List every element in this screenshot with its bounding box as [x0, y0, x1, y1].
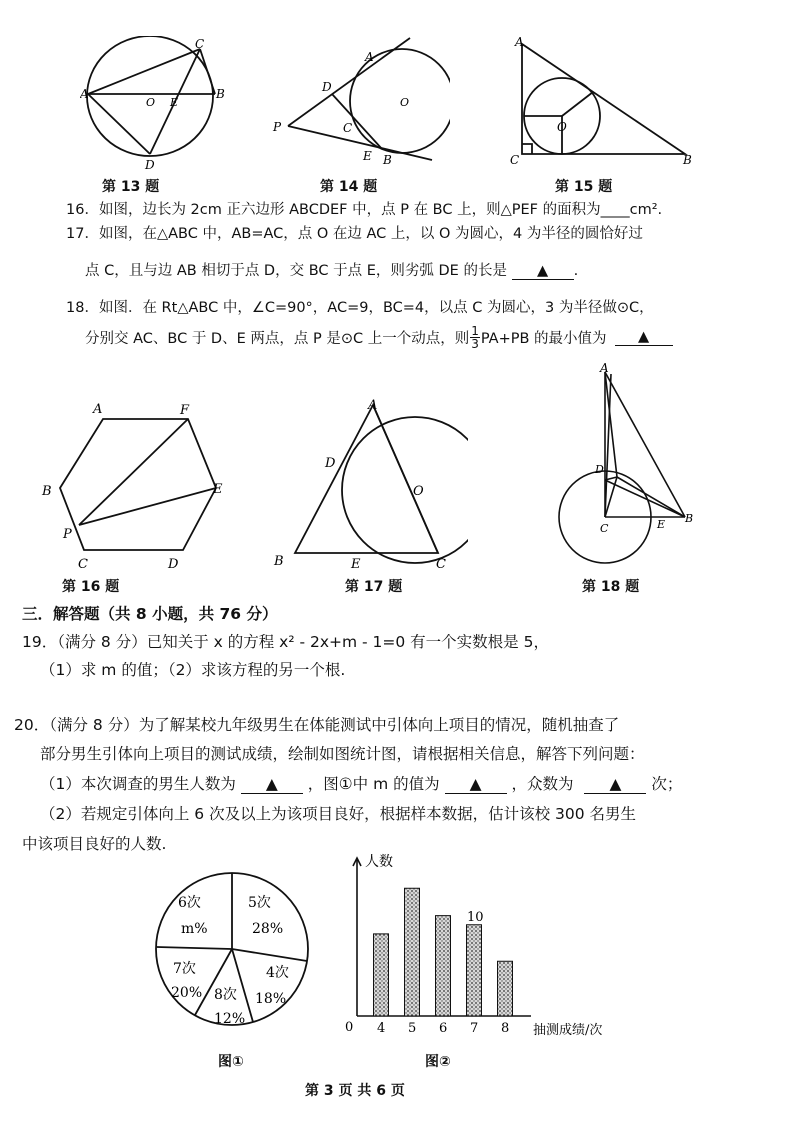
fig16-caption: 第 16 题 [62, 579, 120, 595]
fig14-label-E: E [363, 149, 372, 163]
question-17-line1: 17．如图，在△ABC 中，AB=AC，点 O 在边 AC 上，以 O 为圆心，4 为半径的圆恰好过 [66, 226, 643, 242]
question-20-line3-row [40, 772, 682, 794]
figure-15 [505, 36, 705, 168]
question-16: 16．如图，边长为 2cm 正六边形 ABCDEF 中，点 P 在 BC 上，则△PEF 的面积为____cm². [66, 202, 663, 218]
fig18-label-E: E [657, 518, 666, 531]
pie-pct-6: m% [181, 921, 208, 937]
question-20-line3a: （1）本次调查的男生人数为 [40, 775, 236, 793]
bar-data-label-7: 10 [467, 909, 484, 925]
fig17-label-D: D [325, 456, 336, 471]
pie-pct-4: 18% [255, 991, 287, 1007]
fig16-label-P: P [63, 527, 72, 542]
fig13-label-B: B [216, 87, 225, 101]
bar-6 [436, 916, 451, 1016]
figure-13 [80, 36, 225, 176]
bar-tick-6: 6 [439, 1021, 448, 1036]
pie-pct-5: 28% [252, 921, 284, 937]
pie-pct-8: 12% [214, 1011, 246, 1027]
question-19-line1: 19．（满分 8 分）已知关于 x 的方程 x² - 2x+m - 1=0 有一个实数根是 5， [22, 633, 549, 651]
bar-chart [335, 850, 625, 1045]
q17-answer-blank[interactable]: ▲ [512, 263, 574, 280]
fig13-caption: 第 13 题 [102, 179, 160, 195]
q18-fraction [470, 325, 480, 350]
question-19-line2: （1）求 m 的值；（2）求该方程的另一个根. [40, 661, 346, 679]
figure-16 [35, 398, 250, 578]
figure-17 [268, 395, 468, 575]
question-18-line2a: 分别交 AC、BC 于 D、E 两点，点 P 是⊙C 上一个动点，则 [85, 331, 470, 347]
q18-frac-num: 1 [471, 324, 479, 338]
question-17-line2: 点 C，且与边 AB 相切于点 D，交 BC 于点 E，则劣弧 DE 的长是 [85, 263, 507, 279]
question-20-line3c: ，众数为 [511, 775, 574, 793]
fig14-caption: 第 14 题 [320, 179, 378, 195]
fig16-label-D: D [168, 557, 179, 572]
pie-label-8: 8次 [214, 987, 237, 1003]
bar-ylabel: 人数 [365, 854, 393, 870]
pie-label-5: 5次 [248, 895, 271, 911]
fig14-label-B: B [383, 153, 392, 166]
fig16-label-E: E [213, 482, 223, 497]
fig13-label-D: D [145, 158, 155, 172]
fig17-label-O: O [413, 484, 424, 499]
fig18-label-C: C [600, 522, 609, 535]
pie-label-7: 7次 [173, 961, 196, 977]
fig15-label-O: O [557, 120, 567, 134]
q18-frac-den: 3 [471, 337, 479, 351]
question-18-line2b: PA+PB 的最小值为 [480, 331, 607, 347]
bar-tick-8: 8 [501, 1021, 510, 1036]
question-20-line1: 20．（满分 8 分）为了解某校九年级男生在体能测试中引体向上项目的情况，随机抽查了 [14, 716, 620, 734]
figure-18 [545, 362, 715, 572]
fig18-label-A: A [600, 362, 609, 375]
bar-xlabel: 抽测成绩/次 [533, 1023, 603, 1038]
fig16-label-B: B [42, 484, 52, 499]
question-20-line2: 部分男生引体向上项目的测试成绩，绘制如图统计图，请根据相关信息，解答下列问题： [40, 745, 645, 763]
fig16-label-A: A [93, 402, 103, 417]
fig17-label-B: B [274, 554, 284, 569]
fig17-label-A: A [368, 398, 378, 413]
bar-caption: 图② [425, 1054, 451, 1070]
bar-tick-7: 7 [470, 1021, 479, 1036]
fig16-label-C: C [78, 557, 88, 572]
question-18-line1: 18．如图．在 Rt△ABC 中，∠C=90°，AC=9，BC=4，以点 C 为圆心，3 为半径做⊙C， [66, 300, 654, 316]
question-20-line3d: 次； [651, 775, 683, 793]
fig14-label-D: D [322, 80, 332, 94]
fig13-label-A: A [80, 87, 89, 101]
question-20-line5: 中该项目良好的人数. [22, 835, 167, 853]
fig15-label-B: B [683, 153, 692, 167]
bar-origin-label: 0 [345, 1020, 354, 1035]
question-17-line2-row: 点 C，且与边 AB 相切于点 D，交 BC 于点 E，则劣弧 DE 的长是 ▲ . [85, 263, 579, 279]
bar-tick-4: 4 [377, 1021, 386, 1036]
fig13-label-C: C [195, 37, 205, 51]
fig18-caption: 第 18 题 [582, 579, 640, 595]
fig18-label-D: D [595, 463, 604, 476]
fig17-caption: 第 17 题 [345, 579, 403, 595]
bar-8 [498, 961, 513, 1016]
pie-pct-7: 20% [171, 985, 203, 1001]
pie-caption: 图① [218, 1054, 244, 1070]
bar-7 [467, 925, 482, 1016]
fig16-label-F: F [180, 403, 190, 418]
fig18-label-B: B [685, 512, 694, 525]
fig14-label-C: C [343, 121, 353, 135]
q20-blank-mode[interactable]: ▲ [584, 775, 646, 794]
fig15-label-A: A [515, 36, 524, 49]
fig14-label-A: A [365, 50, 374, 64]
q18-answer-blank[interactable]: ▲ [615, 329, 673, 346]
fig17-label-C: C [436, 557, 446, 572]
fig13-label-E: E [170, 96, 179, 109]
figure-14 [270, 36, 450, 166]
pie-chart [148, 855, 318, 1035]
fig15-caption: 第 15 题 [555, 179, 613, 195]
question-20-line3b: ，图①中 m 的值为 [307, 775, 440, 793]
fig13-label-O: O [146, 96, 156, 109]
fig15-label-C: C [510, 153, 520, 167]
fig14-label-O: O [400, 96, 410, 109]
section-3-heading: 三．解答题（共 8 小题，共 76 分） [22, 605, 278, 623]
question-18-line2-row [85, 325, 673, 350]
pie-label-6: 6次 [178, 895, 201, 911]
pie-label-4: 4次 [266, 965, 289, 981]
bar-5 [405, 888, 420, 1016]
question-20-line4: （2）若规定引体向上 6 次及以上为该项目良好，根据样本数据，估计该校 300 名男生 [40, 805, 637, 823]
bar-4 [374, 934, 389, 1016]
bar-tick-5: 5 [408, 1021, 417, 1036]
page-footer: 第 3 页 共 6 页 [305, 1083, 405, 1099]
fig17-label-E: E [351, 557, 361, 572]
fig14-label-P: P [273, 120, 282, 134]
q20-blank-count[interactable]: ▲ [241, 775, 303, 794]
q20-blank-m[interactable]: ▲ [445, 775, 507, 794]
